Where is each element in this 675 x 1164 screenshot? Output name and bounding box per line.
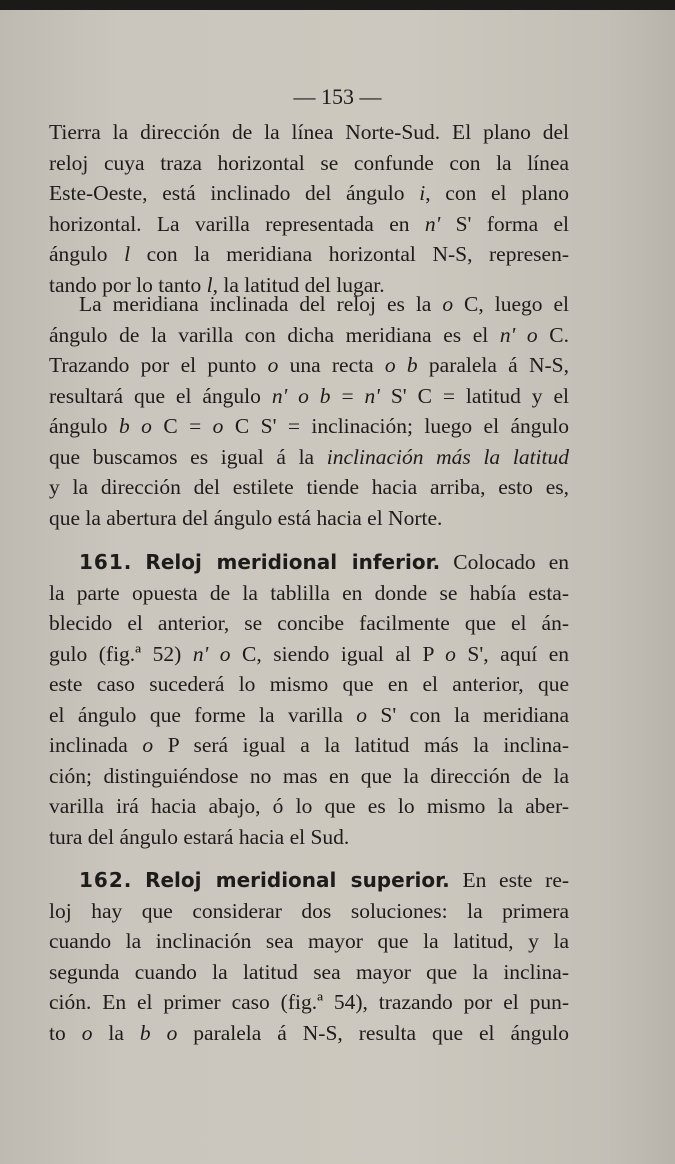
section-161 bbox=[49, 547, 569, 852]
text-line: blecido el anterior, se concibe facilmente que el án- bbox=[49, 611, 569, 635]
text-line: gulo (fig.ª 52) n' o C, siendo igual al P o S', aquí en bbox=[49, 641, 570, 666]
text-line: y la dirección del estilete tiende hacia arriba, esto es, bbox=[49, 475, 569, 499]
text-line: que la abertura del ángulo está hacia el Norte. bbox=[49, 505, 443, 530]
text-line: ángulo l con la meridiana horizontal N-S, represen- bbox=[49, 242, 569, 266]
text-line: tura del ángulo estará hacia el Sud. bbox=[49, 824, 350, 849]
text-line: reloj cuya traza horizontal se confunde con la línea bbox=[49, 150, 569, 175]
text-line: la parte opuesta de la tablilla en donde se había esta- bbox=[49, 580, 569, 605]
text-line: ción. En el primer caso (fig.ª 54), trazando por el pun- bbox=[49, 990, 569, 1014]
text-line: inclinada o P será igual a la latitud más la inclina- bbox=[49, 733, 569, 757]
section-162 bbox=[49, 865, 569, 1048]
section-heading-line: 161. Reloj meridional inferior. Colocado en bbox=[49, 547, 569, 578]
text-line: resultará que el ángulo n' o b = n' S' C = latitud y el bbox=[49, 383, 569, 408]
text-line: el ángulo que forme la varilla o S' con la meridiana bbox=[49, 702, 569, 727]
text-line: ángulo de la varilla con dicha meridiana es el n' o C. bbox=[49, 322, 569, 347]
section-number: 162. bbox=[79, 868, 133, 892]
text-line: que buscamos es igual á la inclinación más la latitud bbox=[49, 444, 569, 469]
section-number: 161. bbox=[79, 550, 133, 574]
text-line: este caso sucederá lo mismo que en el anterior, que bbox=[49, 672, 569, 696]
text-line: loj hay que considerar dos soluciones: la primera bbox=[49, 898, 569, 923]
page-number: — 153 — bbox=[293, 84, 382, 109]
section-title: Reloj meridional superior. bbox=[145, 868, 450, 892]
text-line: to o la b o paralela á N-S, resulta que el ángulo bbox=[49, 1020, 569, 1045]
text-line: tando por lo tanto l, la latitud del lugar. bbox=[49, 272, 385, 297]
top-edge-shadow bbox=[0, 0, 675, 10]
text-line: La meridiana inclinada del reloj es la o C, luego el bbox=[79, 292, 569, 316]
paragraph-continuation bbox=[49, 117, 569, 300]
section-title: Reloj meridional inferior. bbox=[145, 550, 441, 574]
text-line: cuando la inclinación sea mayor que la latitud, y la bbox=[49, 929, 569, 953]
text-line: ángulo b o C = o C S' = inclinación; luego el ángulo bbox=[49, 414, 570, 438]
text-line: segunda cuando la latitud sea mayor que la inclina- bbox=[49, 959, 569, 984]
text-line: Trazando por el punto o una recta o b paralela á N-S, bbox=[49, 353, 569, 377]
section-heading-line: 162. Reloj meridional superior. En este re- bbox=[49, 865, 569, 896]
text-line: ción; distinguiéndose no mas en que la dirección de la bbox=[49, 763, 569, 788]
paragraph-meridiana bbox=[49, 289, 569, 533]
text-line: Este-Oeste, está inclinado del ángulo i, con el plano bbox=[49, 181, 570, 205]
text-line: varilla irá hacia abajo, ó lo que es lo mismo la aber- bbox=[49, 794, 569, 818]
text-line: horizontal. La varilla representada en n' S' forma el bbox=[49, 211, 569, 236]
text-line: Tierra la dirección de la línea Norte-Sud. El plano del bbox=[49, 120, 569, 144]
